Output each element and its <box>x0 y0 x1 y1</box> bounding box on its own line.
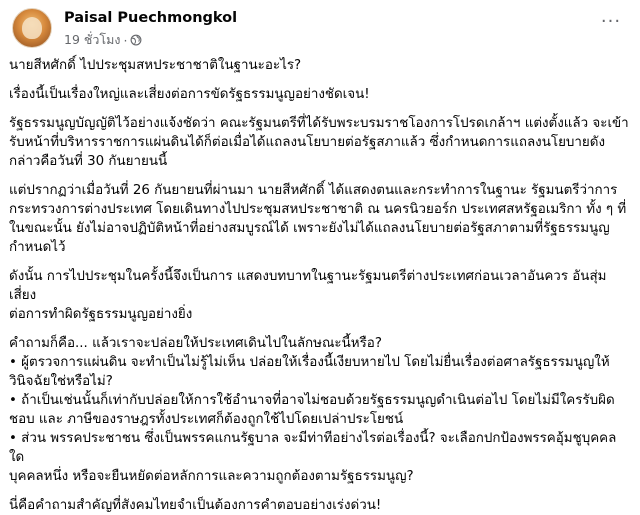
text-line: • ส่วน พรรคประชาชน ซึ่งเป็นพรรคแกนรัฐบาล จะมีท่าทีอย่างไรต่อเรื่องนี้? จะเลือกปกป้องพรรคอุ้มชูบุคคลใด <box>9 431 617 465</box>
text-line: นายสีหศักดิ์ ไปประชุมสหประชาชาติในฐานะอะไร? <box>9 58 302 73</box>
paragraph-gap <box>9 104 631 114</box>
paragraph <box>9 496 631 515</box>
text-line: วินิจฉัยใช่หรือไม่? <box>9 374 113 389</box>
text-line: เรื่องนี้เป็นเรื่องใหญ่และเสี่ยงต่อการขัดรัฐธรรมนูญอย่างชัดเจน! <box>9 87 370 102</box>
paragraph <box>9 181 631 257</box>
post-body <box>9 56 631 515</box>
text-line: นี่คือคำถามสำคัญที่สังคมไทยจำเป็นต้องการคำตอบอย่างเร่งด่วน! <box>9 498 382 513</box>
text-line: ดังนั้น การไปประชุมในครั้งนี้จึงเป็นการ แสดงบทบาทในฐานะรัฐมนตรีต่างประเทศก่อนเวลาอันควร อันสุ่มเสี่ยง <box>9 269 607 303</box>
more-options-button[interactable] <box>598 12 624 32</box>
paragraph <box>9 267 631 324</box>
paragraph <box>9 114 631 171</box>
globe-icon <box>130 34 142 46</box>
paragraph-gap <box>9 75 631 85</box>
text-line: แต่ปรากฏว่าเมื่อวันที่ 26 กันยายนที่ผ่านมา นายสีหศักดิ์ ได้แสดงตนและกระทำการในฐานะ รัฐมนตรีว่าการ <box>9 183 618 198</box>
paragraph-gap <box>9 486 631 496</box>
text-line: รัฐธรรมนูญบัญญัติไว้อย่างแจ้งชัดว่า คณะรัฐมนตรีที่ได้รับพระบรมราชโองการโปรดเกล้าฯ แต่งตั้งแล้ว จะเข้า <box>9 116 629 131</box>
paragraph-gap <box>9 257 631 267</box>
avatar[interactable] <box>12 8 52 48</box>
text-line: • ถ้าเป็นเช่นนั้นก็เท่ากับปล่อยให้การใช้อำนาจที่อาจไม่ชอบด้วยรัฐธรรมนูญดำเนินต่อไป โดยไม่มีใครรับผิด <box>9 393 615 408</box>
paragraph-gap <box>9 324 631 334</box>
author-name[interactable]: Paisal Puechmongkol <box>64 10 238 26</box>
paragraph <box>9 85 631 104</box>
paragraph-gap <box>9 171 631 181</box>
paragraph <box>9 334 631 486</box>
text-line: บุคคลหนึ่ง หรือจะยืนหยัดต่อหลักการและความถูกต้องตามรัฐธรรมนูญ? <box>9 469 414 484</box>
text-line: ต่อการทำผิดรัฐธรรมนูญอย่างยิ่ง <box>9 307 193 322</box>
text-line: กล่าวคือวันที่ 30 กันยายนนี้ <box>9 154 168 169</box>
text-line: รับหน้าที่บริหารราชการแผ่นดินได้ก็ต่อเมื่อได้แถลงนโยบายต่อรัฐสภาแล้ว ซึ่งกำหนดการแถลงนโยบายดัง <box>9 135 606 150</box>
text-line: กระทรวงการต่างประเทศ โดยเดินทางไปประชุมสหประชาชาติ ณ นครนิวยอร์ก ประเทศสหรัฐอเมริกา ทั้ง ๆ ที่ <box>9 202 627 217</box>
post-meta <box>64 30 142 50</box>
paragraph <box>9 56 631 75</box>
meta-separator: · <box>123 32 128 48</box>
text-line: กำหนดไว้ <box>9 240 66 255</box>
text-line: คำถามก็คือ... แล้วเราจะปล่อยให้ประเทศเดินไปในลักษณะนี้หรือ? <box>9 336 382 351</box>
text-line: ในขณะนั้น ยังไม่อาจปฏิบัติหน้าที่อย่างสมบูรณ์ได้ เพราะยังไม่ได้แถลงนโยบายต่อรัฐสภาตามที่รัฐธรรมนูญ <box>9 221 610 236</box>
text-line: ชอบ และ ภาษีของราษฎรทั้งประเทศก็ต้องถูกใช้ไปโดยเปล่าประโยชน์ <box>9 412 404 427</box>
text-line: • ผู้ตรวจการแผ่นดิน จะทำเป็นไม่รู้ไม่เห็น ปล่อยให้เรื่องนี้เงียบหายไป โดยไม่ยื่นเรื่องต่อศาลรัฐธรรมนูญให้ <box>9 355 610 370</box>
post-timestamp[interactable]: 19 ชั่วโมง <box>64 32 121 47</box>
more-options-icon: ··· <box>600 11 622 32</box>
post-header <box>12 8 628 48</box>
